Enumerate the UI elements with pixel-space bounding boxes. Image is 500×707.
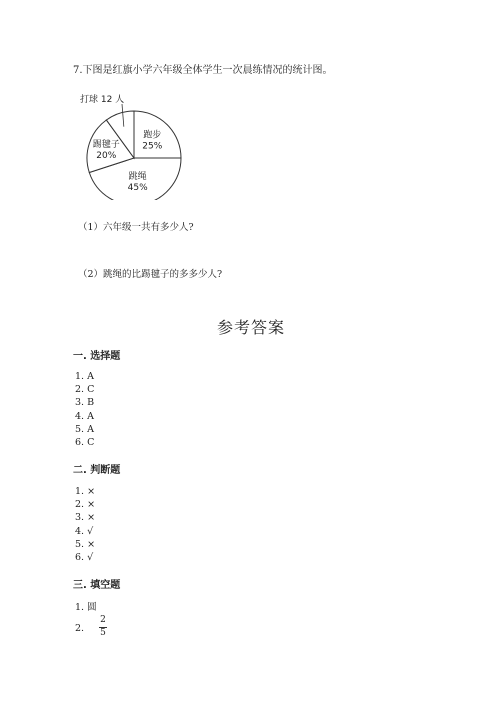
- answer-item: 5. A: [75, 423, 94, 435]
- section-heading-choice: 一. 选择题: [73, 351, 121, 362]
- pie-label-name: 跳绳: [128, 172, 147, 183]
- pie-chart: [78, 90, 190, 200]
- sub-question-1: （1）六年级一共有多少人?: [78, 222, 194, 233]
- answer-item: 4. A: [75, 410, 94, 422]
- fill-answer-2-prefix: 2.: [75, 623, 85, 634]
- sub-question-2: （2）跳绳的比踢毽子的多多少人?: [78, 269, 223, 280]
- judge-answers: [75, 485, 95, 564]
- pie-label-name: 跑步: [143, 130, 162, 141]
- question-text: 7.下图是红旗小学六年级全体学生一次晨练情况的统计图。: [73, 65, 333, 76]
- answer-item: 5. ×: [75, 538, 96, 550]
- answer-item: 6. √: [75, 552, 94, 564]
- fill-answer-1: 1. 圆: [75, 602, 97, 613]
- answer-item: 3. B: [75, 397, 95, 409]
- pie-label-value: 45%: [127, 183, 148, 194]
- callout-label: 打球 12 人: [80, 95, 125, 105]
- answer-item: 2. C: [75, 384, 95, 396]
- answer-item: 6. C: [75, 437, 95, 449]
- answer-item: 2. ×: [75, 499, 96, 511]
- fraction-denominator: 5: [100, 628, 106, 638]
- answer-item: 4. √: [75, 525, 94, 537]
- section-heading-fill: 三. 填空题: [73, 580, 121, 591]
- pie-label-value: 25%: [142, 141, 163, 152]
- answer-item: 1. ×: [75, 486, 96, 497]
- answer-item: 1. A: [75, 371, 94, 382]
- answers-title: 参考答案: [217, 318, 286, 337]
- fraction-numerator: 2: [100, 615, 106, 625]
- section-heading-judge: 二. 判断题: [73, 465, 121, 476]
- answer-item: 3. ×: [75, 512, 96, 524]
- pie-label-name: 踢毽子: [92, 139, 120, 150]
- pie-label-value: 20%: [96, 150, 117, 161]
- choice-answers: [75, 370, 94, 449]
